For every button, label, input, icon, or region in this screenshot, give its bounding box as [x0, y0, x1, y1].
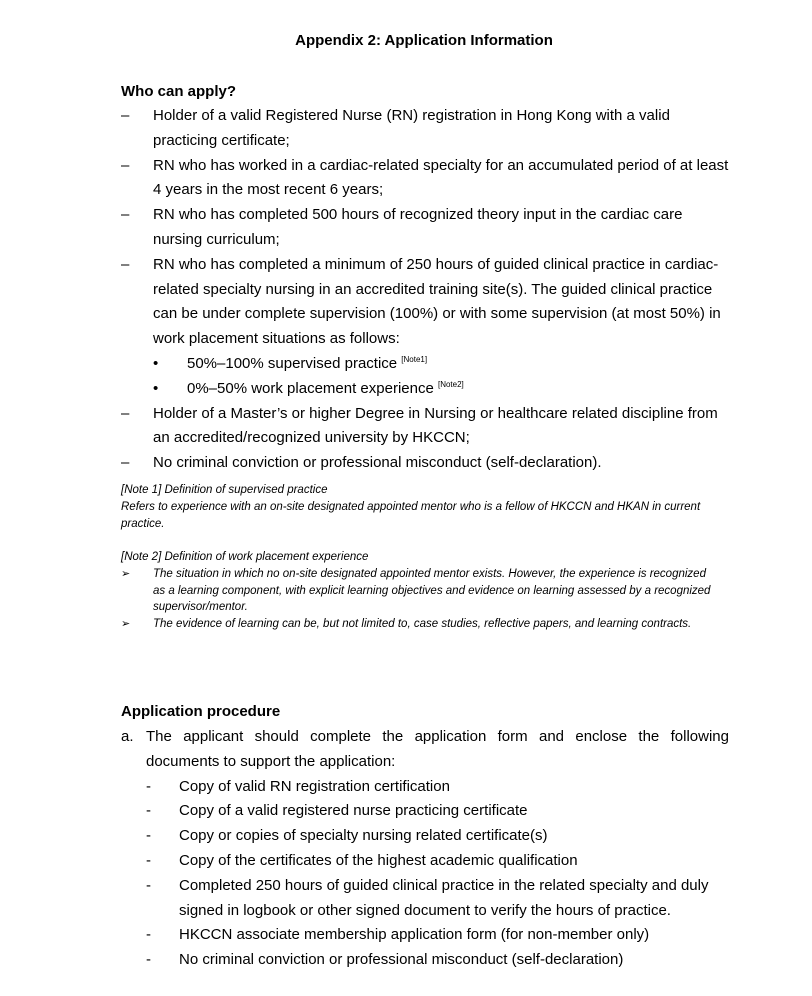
note-2-item	[121, 566, 721, 616]
page-title: Appendix 2: Application Information	[295, 32, 553, 49]
dash-marker: -	[146, 926, 151, 944]
sub-list-item	[121, 377, 733, 402]
sub-item-text: 50%–100% supervised practice	[187, 354, 402, 372]
document-item	[121, 923, 729, 948]
document-item-text: No criminal conviction or professional misconduct (self-declaration)	[179, 951, 624, 969]
list-item	[121, 154, 733, 204]
document-item	[121, 824, 729, 849]
list-item	[121, 451, 733, 476]
document-item-text: HKCCN associate membership application form (for non-member only)	[179, 926, 650, 944]
document-item	[121, 799, 729, 824]
note-reference: [Note1]	[401, 354, 428, 364]
document-item	[121, 775, 729, 800]
step-marker: a.	[121, 728, 134, 745]
step-text: The applicant should complete the application form and enclose the following documents to support the application:	[146, 728, 729, 770]
eligibility-list	[121, 104, 733, 476]
dash-marker: -	[146, 951, 151, 969]
list-item-text: RN who has completed 500 hours of recognized theory input in the cardiac care nursing curriculum;	[153, 206, 683, 248]
list-item-text: Holder of a valid Registered Nurse (RN) registration in Hong Kong with a valid practicing certificate;	[153, 107, 670, 149]
bullet-marker: •	[153, 379, 159, 397]
document-item-text: Completed 250 hours of guided clinical practice in the related specialty and duly signed in logbook or other signed document to verify the hours of practice.	[179, 876, 709, 919]
procedure-step	[121, 725, 729, 775]
document-item	[121, 948, 729, 973]
bullet-marker: •	[153, 354, 159, 372]
note-2	[121, 549, 721, 633]
list-item-text: RN who has worked in a cardiac-related specialty for an accumulated period of at least 4 years in the most recent 6 years;	[153, 156, 729, 199]
list-item-text: No criminal conviction or professional misconduct (self-declaration).	[153, 454, 602, 472]
dash-marker: –	[121, 255, 130, 273]
dash-marker: –	[121, 206, 130, 224]
document-item-text: Copy or copies of specialty nursing related certificate(s)	[179, 827, 548, 845]
sub-item-text: 0%–50% work placement experience	[187, 379, 438, 397]
document-item-text: Copy of valid RN registration certification	[179, 777, 450, 795]
list-item-text: Holder of a Master’s or higher Degree in Nursing or healthcare related discipline from an accredited/recognized university by HKCCN;	[153, 404, 718, 447]
list-item-text: RN who has completed a minimum of 250 hours of guided clinical practice in cardiac-related specialty nursing in an accredited training site(s). The guided clinical practice can be under complete supervision (100%) or with some supervision (at most 50%) in work placement situations as follows:	[153, 255, 721, 348]
document-item	[121, 874, 729, 924]
document-item-text: Copy of the certificates of the highest academic qualification	[179, 851, 578, 869]
note-1-title: [Note 1] Definition of supervised practice	[121, 484, 328, 496]
document-item-text: Copy of a valid registered nurse practicing certificate	[179, 802, 528, 820]
dash-marker: -	[146, 876, 151, 894]
who-can-apply-heading: Who can apply?	[121, 83, 237, 100]
list-item	[121, 253, 733, 352]
list-item	[121, 104, 733, 154]
dash-marker: -	[146, 851, 151, 869]
note-1-body: Refers to experience with an on-site designated appointed mentor who is a fellow of HKCCN and HKAN in current practice.	[121, 500, 701, 530]
list-item	[121, 203, 733, 253]
note-2-item	[121, 616, 721, 633]
note-reference: [Note2]	[437, 379, 464, 389]
list-item	[121, 402, 733, 452]
procedure-list	[121, 725, 729, 973]
note-2-item-text: The evidence of learning can be, but not limited to, case studies, reflective papers, and learning contracts.	[153, 618, 692, 631]
note-2-title: [Note 2] Definition of work placement experience	[121, 551, 369, 563]
dash-marker: –	[121, 107, 130, 124]
dash-marker: –	[121, 156, 130, 174]
dash-marker: -	[146, 802, 151, 820]
dash-marker: -	[146, 827, 151, 845]
note-2-item-text: The situation in which no on-site designated appointed mentor exists. However, the experience is recognized as a learning component, with explicit learning objectives and evidence on learning assessed by a recognized supervisor/mentor.	[153, 567, 711, 614]
arrow-bullet-icon: ➢	[121, 567, 131, 580]
note-1	[121, 482, 721, 532]
sub-list-item	[121, 352, 733, 377]
application-procedure-heading: Application procedure	[121, 703, 281, 720]
dash-marker: –	[121, 454, 130, 472]
arrow-bullet-icon: ➢	[121, 618, 131, 631]
document-item	[121, 849, 729, 874]
dash-marker: -	[146, 777, 151, 795]
dash-marker: –	[121, 404, 130, 422]
